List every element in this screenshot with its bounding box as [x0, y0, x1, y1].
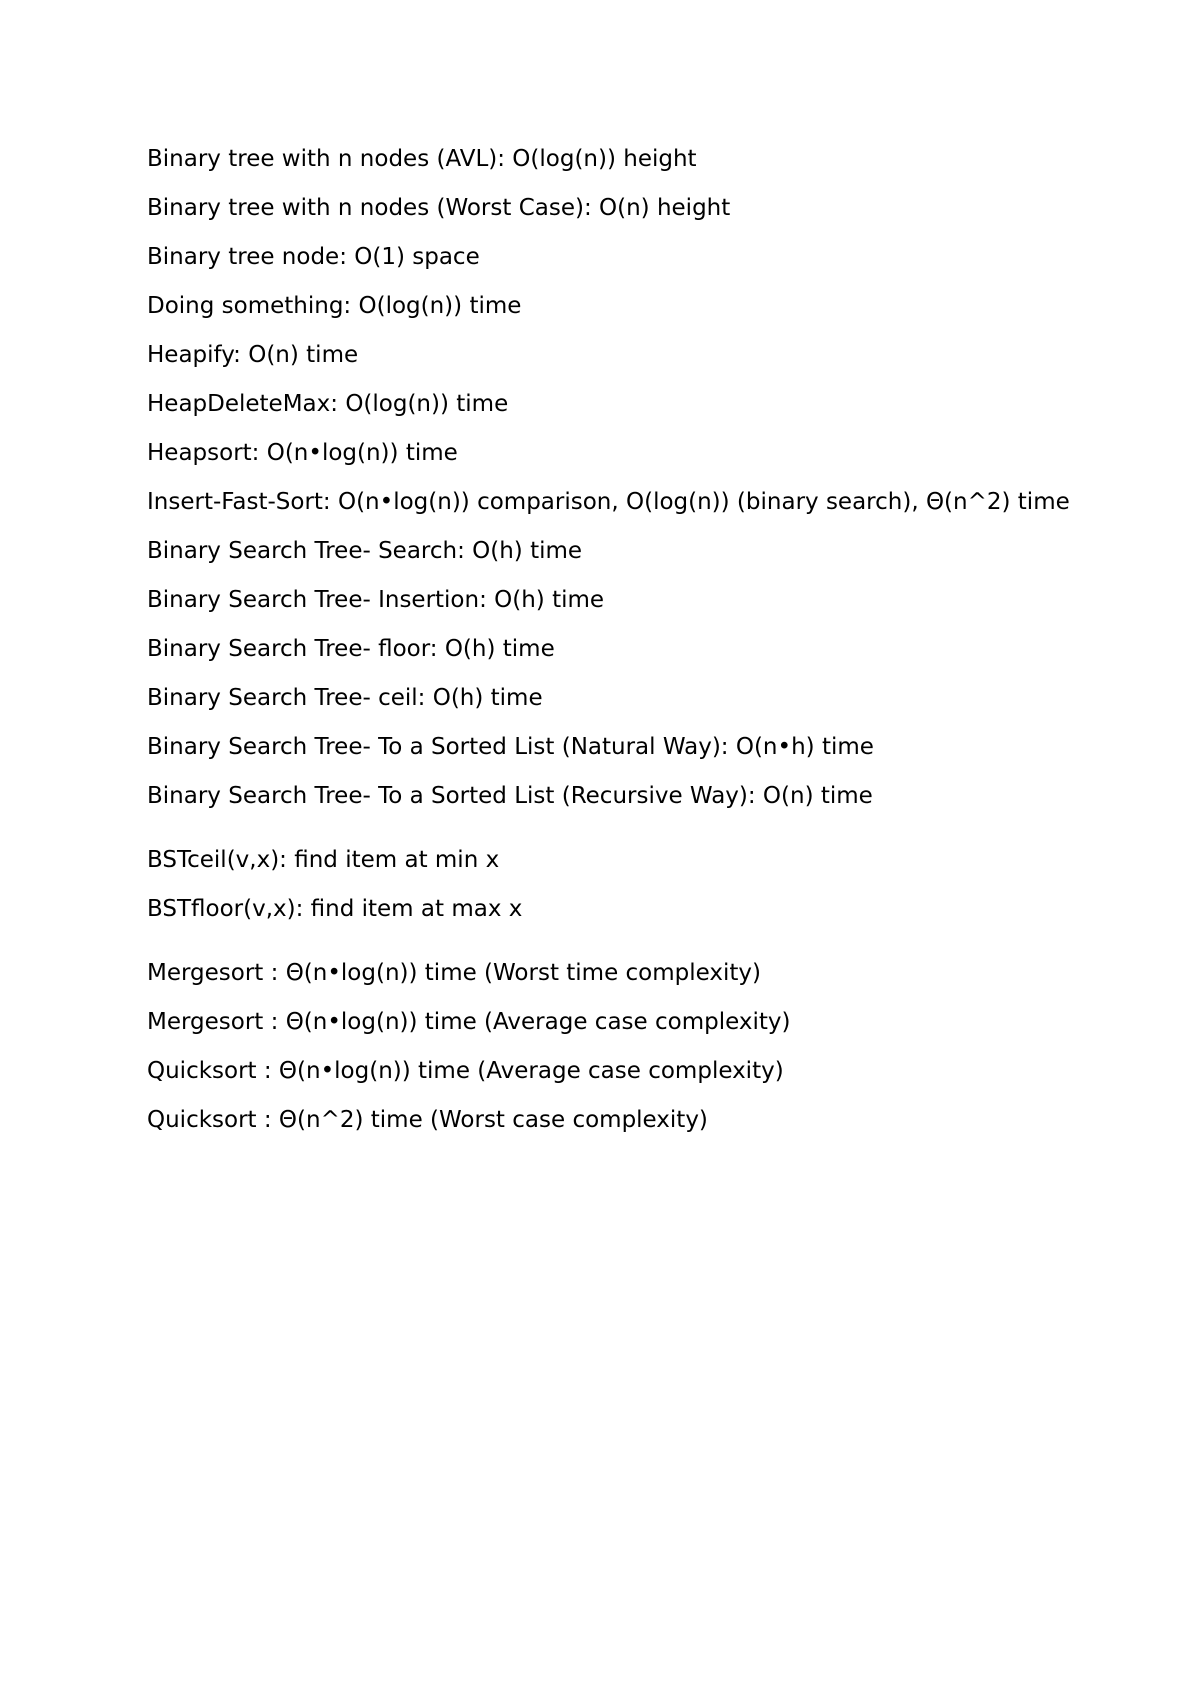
sorting-section [147, 957, 1087, 1136]
text-line: Mergesort : Θ(n•log(n)) time (Worst time complexity) [147, 960, 762, 986]
text-line: HeapDeleteMax: O(log(n)) time [147, 391, 509, 417]
text-line: Binary tree with n nodes (Worst Case): O(n) height [147, 195, 731, 221]
text-line: Quicksort : Θ(n^2) time (Worst case complexity) [147, 1107, 708, 1133]
text-line: Binary Search Tree- Search: O(h) time [147, 538, 583, 564]
text-line: Binary tree with n nodes (AVL): O(log(n)) height [147, 146, 697, 172]
text-line: Binary Search Tree- Insertion: O(h) time [147, 587, 605, 613]
text-line: Doing something: O(log(n)) time [147, 293, 522, 319]
text-line: BSTfloor(v,x): find item at max x [147, 896, 523, 922]
text-line: Mergesort : Θ(n•log(n)) time (Average case complexity) [147, 1009, 791, 1035]
text-line: Insert-Fast-Sort: O(n•log(n)) comparison, O(log(n)) (binary search), Θ(n^2) time [147, 489, 1070, 515]
bst-functions-section [147, 844, 1087, 925]
text-line: Heapify: O(n) time [147, 342, 359, 368]
text-line: Binary Search Tree- To a Sorted List (Natural Way): O(n•h) time [147, 734, 874, 760]
document-body [147, 143, 1087, 1153]
text-line: Binary Search Tree- ceil: O(h) time [147, 685, 543, 711]
text-line: Heapsort: O(n•log(n)) time [147, 440, 458, 466]
text-line: BSTceil(v,x): find item at min x [147, 847, 500, 873]
text-line: Quicksort : Θ(n•log(n)) time (Average case complexity) [147, 1058, 784, 1084]
text-line: Binary Search Tree- floor: O(h) time [147, 636, 555, 662]
text-line: Binary Search Tree- To a Sorted List (Recursive Way): O(n) time [147, 783, 873, 809]
complexity-section [147, 143, 1087, 812]
text-line: Binary tree node: O(1) space [147, 244, 480, 270]
